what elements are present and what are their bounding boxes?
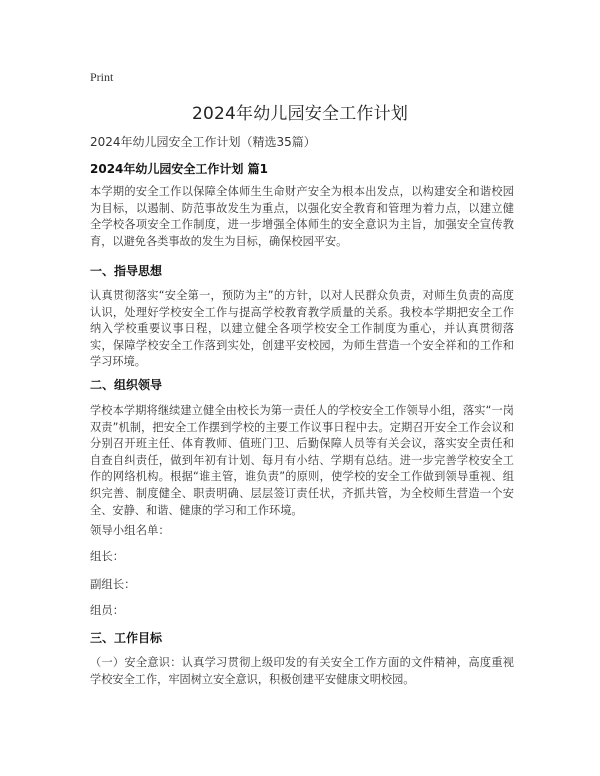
members-label: 组员： — [90, 603, 125, 617]
leadership-list-label: 领导小组名单： — [90, 523, 170, 537]
guiding-ideology-paragraph: 认真贯彻落实“安全第一，预防为主”的方针，以对人民群众负责，对师生负责的高度认识，处理好学校安全工作与提高学校教育教学质量的关系。我校本学期把安全工作纳入学校重要议事日程，以建立健全各项学校安全工作制度为重心，并认真贯彻落实，保障学校安全工作落到实处，创建平安校园，为师生营造一个安全祥和的工作和学习环境。 — [90, 289, 514, 369]
document-title: 2024年幼儿园安全工作计划 — [191, 104, 409, 124]
chapter-heading: 2024年幼儿园安全工作计划 篇1 — [90, 162, 268, 176]
deputy-leader-label: 副组长： — [90, 577, 136, 591]
intro-paragraph: 本学期的安全工作以保障全体师生生命财产安全为根本出发点，以构建安全和谐校园为目标，以遏制、防范事故发生为重点，以强化安全教育和管理为着力点，以建立健全学校各项安全工作制度，进一步增强全体师生的安全意识为主旨，加强安全宣传教育，以避免各类事故的发生为目标，确保校园平安。 — [90, 185, 514, 248]
section-heading-guiding-ideology: 一、指导思想 — [90, 264, 163, 278]
print-link[interactable]: Print — [90, 70, 114, 84]
section-heading-goals: 三、工作目标 — [90, 631, 163, 645]
section-heading-organization: 二、组织领导 — [90, 378, 163, 392]
goals-paragraph: （一）安全意识：认真学习贯彻上级印发的有关安全工作方面的文件精神，高度重视学校安全工作，牢固树立安全意识，积极创建平安健康文明校园。 — [90, 656, 514, 686]
organization-paragraph: 学校本学期将继续建立健全由校长为第一责任人的学校安全工作领导小组，落实“一岗双责”机制，把安全工作摆到学校的主要工作议事日程中去。定期召开安全工作会议和分别召开班主任、体育教师、值班门卫、后勤保障人员等有关会议，落实安全责任和自查自纠责任，做到年初有计划、每月有小结、学期有总结。进一步完善学校安全工作的网络机构。根据“谁主管，谁负责”的原则，使学校的安全工作做到领导重视、组织完善、制度健全、职责明确、层层签订责任状，齐抓共管，为全校师生营造一个安全、安静、和谐、健康的学习和工作环境。 — [90, 404, 514, 517]
document-subtitle: 2024年幼儿园安全工作计划（精选35篇） — [90, 135, 316, 149]
leader-label: 组长： — [90, 549, 125, 563]
